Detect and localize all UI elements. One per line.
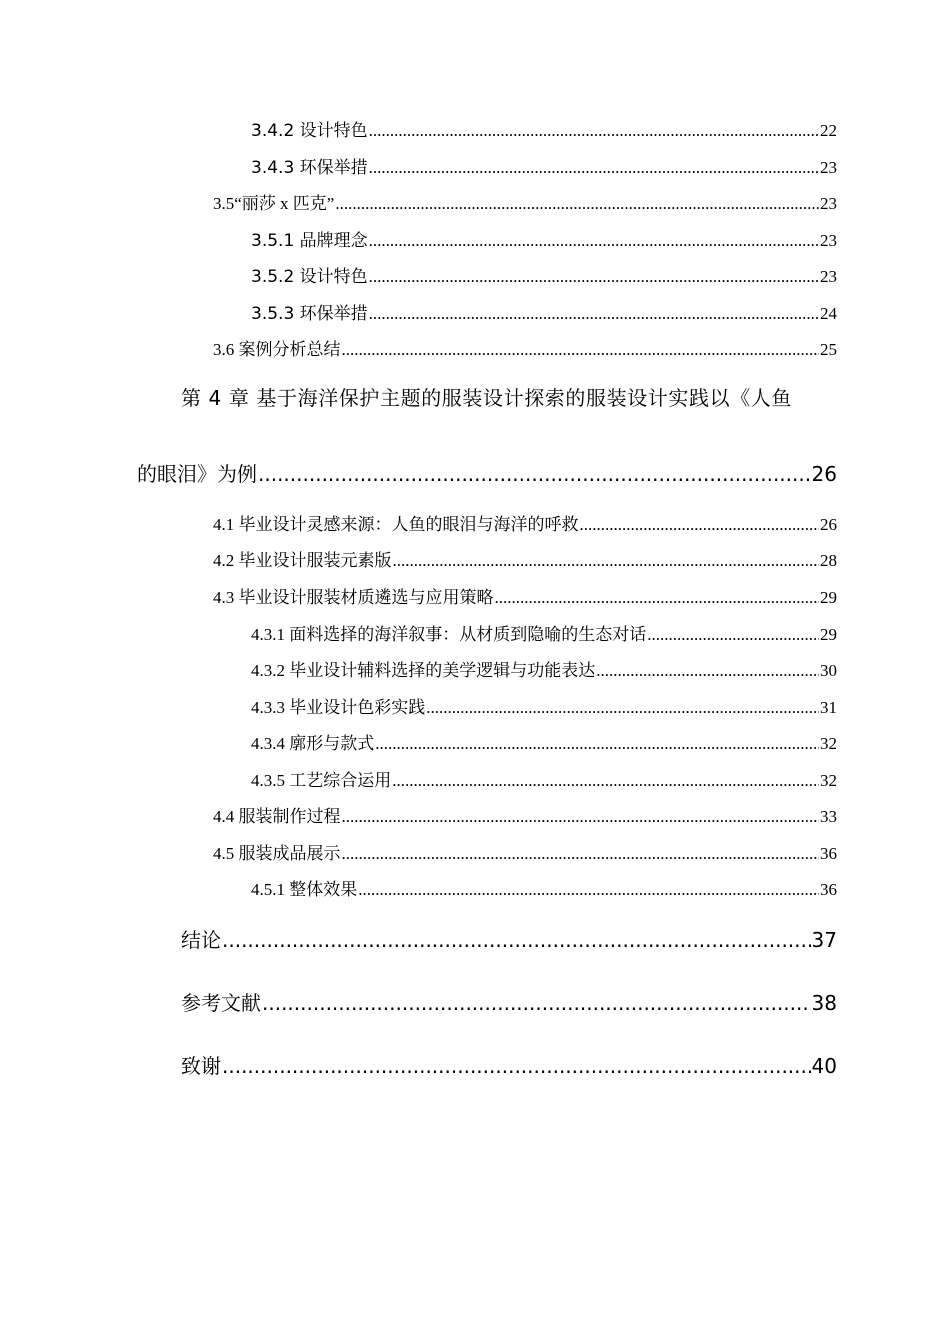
toc-entry-page: 30: [820, 661, 837, 680]
toc-entry-page: 31: [820, 698, 837, 717]
toc-leader-dots: [369, 267, 819, 287]
toc-entry-4-2[interactable]: [213, 546, 837, 571]
toc-leader-dots: [222, 1054, 811, 1078]
toc-entry-label: 4.3.2 毕业设计辅料选择的美学逻辑与功能表达: [251, 661, 596, 680]
toc-entry-page: 26: [811, 462, 837, 486]
toc-leader-dots: [342, 807, 820, 827]
toc-chapter-4-title-line2: 的眼泪》为例: [137, 462, 257, 486]
toc-entry-label: 致谢: [181, 1054, 221, 1078]
toc-entry-page: 32: [820, 734, 837, 753]
toc-entry-4-3-1[interactable]: [251, 620, 837, 645]
toc-entry-label: 3.5.2 设计特色: [251, 267, 368, 287]
toc-leader-dots: [369, 304, 819, 324]
toc-leader-dots: [392, 771, 819, 791]
toc-entry-3-5-3[interactable]: [251, 299, 837, 324]
toc-leader-dots: [426, 698, 819, 718]
toc-entry-4-3-4[interactable]: [251, 729, 837, 754]
toc-entry-label: 参考文献: [181, 991, 261, 1015]
toc-leader-dots: [342, 340, 820, 360]
toc-leader-dots: [335, 194, 819, 214]
toc-entry-page: 29: [820, 588, 837, 607]
toc-entry-label: 4.3.4 廓形与款式: [251, 734, 375, 753]
toc-entry-4-3[interactable]: [213, 583, 837, 608]
toc-entry-4-3-2[interactable]: [251, 656, 837, 681]
toc-entry-page: 38: [811, 991, 837, 1015]
toc-entry-label: 4.2 毕业设计服装元素版: [213, 551, 392, 570]
toc-entry-3-6[interactable]: [213, 335, 837, 360]
toc-leader-dots: [580, 515, 820, 535]
toc-leader-dots: [393, 551, 820, 571]
toc-entry-label: 结论: [181, 928, 221, 952]
toc-leader-dots: [495, 588, 820, 608]
toc-entry-4-1[interactable]: [213, 510, 837, 535]
toc-entry-3-4-3[interactable]: [251, 153, 837, 178]
toc-entry-page: 29: [820, 625, 837, 644]
toc-entry-4-5[interactable]: [213, 839, 837, 864]
toc-entry-label: 4.3 毕业设计服装材质遴选与应用策略: [213, 588, 494, 607]
toc-leader-dots: [258, 462, 811, 486]
toc-entry-4-4[interactable]: [213, 802, 837, 827]
toc-entry-page: 22: [820, 121, 837, 140]
toc-entry-page: 40: [811, 1054, 837, 1078]
toc-entry-references[interactable]: [181, 987, 837, 1016]
toc-entry-label: 4.5 服装成品展示: [213, 844, 341, 863]
toc-entry-4-3-3[interactable]: [251, 693, 837, 718]
toc-entry-label: 3.4.2 设计特色: [251, 121, 368, 141]
toc-entry-page: 36: [820, 880, 837, 899]
toc-leader-dots: [342, 844, 820, 864]
toc-leader-dots: [262, 991, 811, 1015]
toc-entry-page: 25: [820, 340, 837, 359]
toc-entry-acknowledgements[interactable]: [181, 1050, 837, 1079]
toc-entry-3-5-2[interactable]: [251, 262, 837, 287]
toc-entry-page: 23: [820, 231, 837, 250]
toc-leader-dots: [222, 928, 811, 952]
toc-entry-page: 23: [820, 194, 837, 213]
toc-entry-4-3-5[interactable]: [251, 766, 837, 791]
toc-entry-page: 32: [820, 771, 837, 790]
toc-entry-label: 4.1 毕业设计灵感来源：人鱼的眼泪与海洋的呼救: [213, 515, 579, 534]
toc-entry-page: 23: [820, 158, 837, 177]
toc-entry-page: 28: [820, 551, 837, 570]
toc-leader-dots: [369, 121, 819, 141]
toc-entry-label: 4.3.1 面料选择的海洋叙事：从材质到隐喻的生态对话: [251, 625, 647, 644]
toc-entry-page: 23: [820, 267, 837, 286]
toc-leader-dots: [358, 880, 819, 900]
toc-entry-label: 3.4.3 环保举措: [251, 158, 368, 178]
toc-entry-3-4-2[interactable]: [251, 116, 837, 141]
toc-entry-page: 24: [820, 304, 837, 323]
toc-leader-dots: [375, 734, 819, 754]
toc-leader-dots: [596, 661, 819, 681]
toc-entry-label: 4.3.3 毕业设计色彩实践: [251, 698, 426, 717]
toc-entry-label: 3.5“丽莎 x 匹克”: [213, 194, 335, 213]
toc-chapter-4-title-line1[interactable]: 第 4 章 基于海洋保护主题的服装设计探索的服装设计实践以《人鱼: [181, 386, 792, 410]
toc-entry-3-5[interactable]: [213, 189, 837, 214]
toc-entry-conclusion[interactable]: [181, 924, 837, 953]
toc-entry-label: 4.3.5 工艺综合运用: [251, 771, 392, 790]
toc-entry-label: 4.5.1 整体效果: [251, 880, 358, 899]
toc-entry-4-5-1[interactable]: [251, 875, 837, 900]
toc-entry-chapter-4[interactable]: [137, 458, 837, 487]
toc-entry-label: 3.5.3 环保举措: [251, 304, 368, 324]
toc-entry-3-5-1[interactable]: [251, 226, 837, 251]
toc-entry-label: 3.5.1 品牌理念: [251, 231, 368, 251]
toc-entry-page: 26: [820, 515, 837, 534]
toc-leader-dots: [369, 158, 819, 178]
toc-entry-page: 33: [820, 807, 837, 826]
toc-entry-label: 4.4 服装制作过程: [213, 807, 341, 826]
toc-entry-page: 37: [811, 928, 837, 952]
toc-leader-dots: [369, 231, 819, 251]
toc-entry-page: 36: [820, 844, 837, 863]
toc-entry-label: 3.6 案例分析总结: [213, 340, 341, 359]
toc-leader-dots: [647, 625, 819, 645]
